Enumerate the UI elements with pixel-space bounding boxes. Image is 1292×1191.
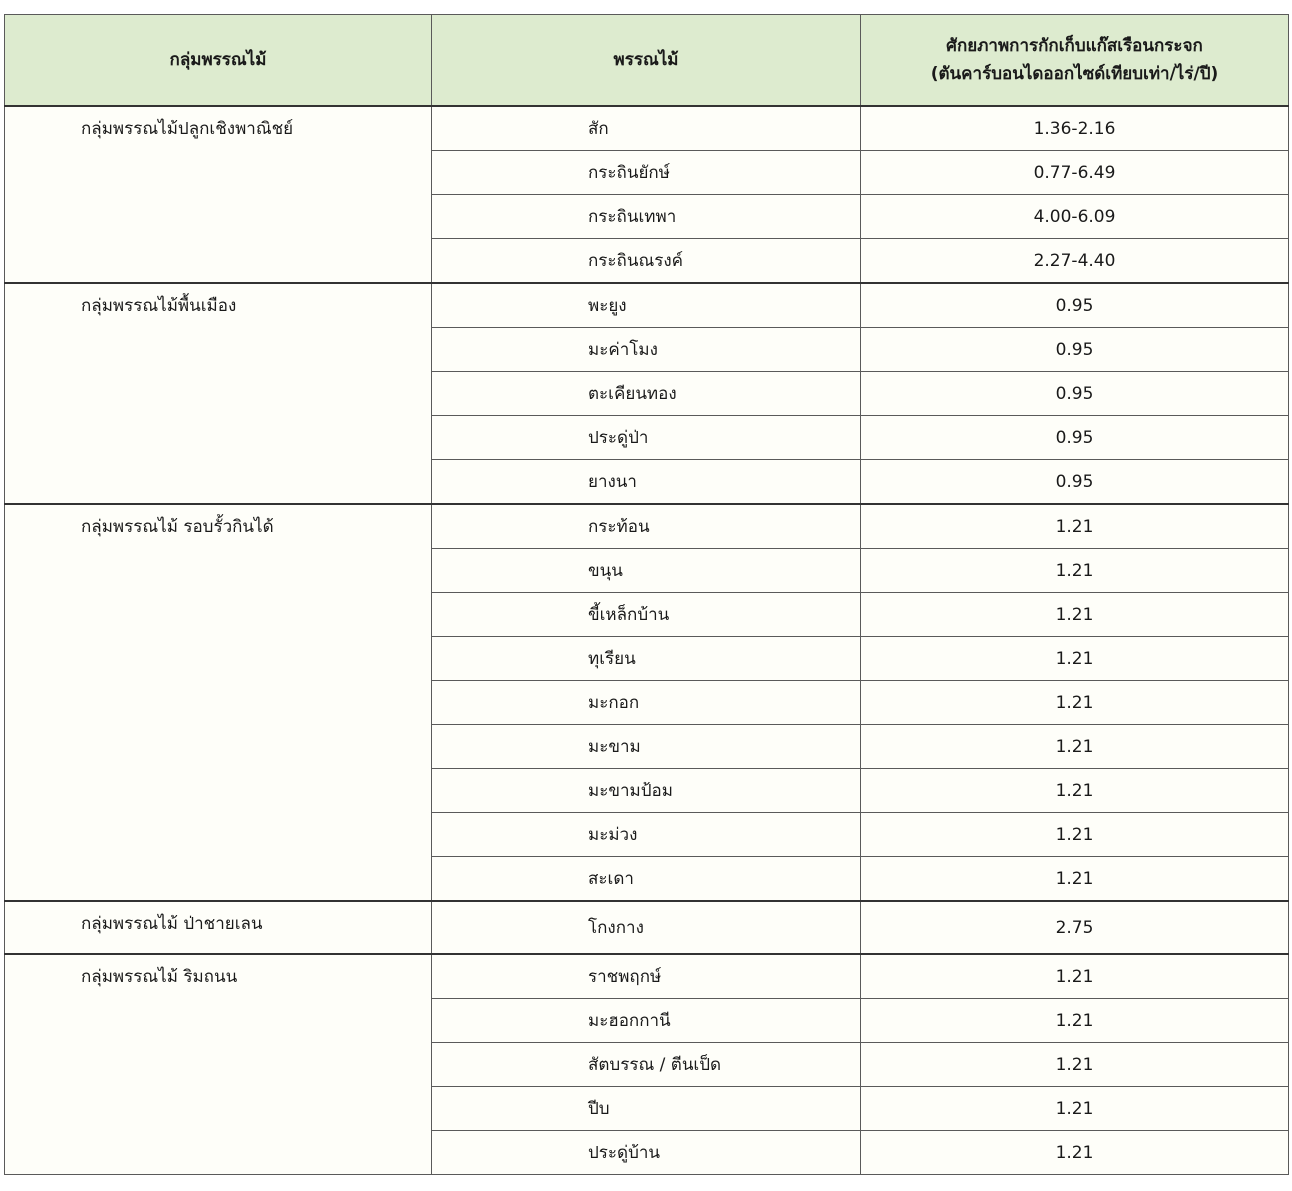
potential-value-cell: 0.77-6.49	[861, 151, 1289, 195]
species-cell: สัก	[432, 106, 861, 151]
potential-value-cell: 1.21	[861, 681, 1289, 725]
group-name-cell: กลุ่มพรรณไม้ ริมถนน	[5, 954, 432, 1175]
potential-value-cell: 1.21	[861, 954, 1289, 999]
carbon-sequestration-table	[4, 14, 1289, 1175]
potential-value-cell: 1.21	[861, 504, 1289, 549]
potential-value-cell: 0.95	[861, 283, 1289, 328]
table-row	[5, 283, 1289, 328]
potential-value-cell: 1.21	[861, 857, 1289, 902]
species-cell: ทุเรียน	[432, 637, 861, 681]
potential-value-cell: 4.00-6.09	[861, 195, 1289, 239]
header-potential-line2: (ตันคาร์บอนไดออกไซด์เทียบเท่า/ไร่/ปี)	[930, 64, 1219, 84]
group-name-cell: กลุ่มพรรณไม้ รอบรั้วกินได้	[5, 504, 432, 901]
species-cell: กระถินยักษ์	[432, 151, 861, 195]
species-cell: สะเดา	[432, 857, 861, 902]
species-cell: มะขาม	[432, 725, 861, 769]
table-row	[5, 504, 1289, 549]
table-body	[5, 106, 1289, 1175]
species-cell: โกงกาง	[432, 901, 861, 954]
header-potential-line1: ศักยภาพการกักเก็บแก๊สเรือนกระจก	[946, 36, 1203, 56]
potential-value-cell: 1.21	[861, 769, 1289, 813]
table-row	[5, 954, 1289, 999]
header-row	[5, 15, 1289, 107]
potential-value-cell: 0.95	[861, 328, 1289, 372]
species-cell: ยางนา	[432, 460, 861, 505]
potential-value-cell: 1.21	[861, 1087, 1289, 1131]
species-cell: ประดู่ป่า	[432, 416, 861, 460]
species-cell: กระถินเทพา	[432, 195, 861, 239]
table-row	[5, 901, 1289, 954]
potential-value-cell: 2.75	[861, 901, 1289, 954]
species-cell: สัตบรรณ / ตีนเป็ด	[432, 1043, 861, 1087]
potential-value-cell: 1.21	[861, 1131, 1289, 1175]
species-cell: มะฮอกกานี	[432, 999, 861, 1043]
header-group: กลุ่มพรรณไม้	[5, 15, 432, 107]
species-cell: กระท้อน	[432, 504, 861, 549]
potential-value-cell: 2.27-4.40	[861, 239, 1289, 284]
potential-value-cell: 1.21	[861, 725, 1289, 769]
species-cell: ขนุน	[432, 549, 861, 593]
header-species: พรรณไม้	[432, 15, 861, 107]
potential-value-cell: 1.21	[861, 593, 1289, 637]
species-cell: ตะเคียนทอง	[432, 372, 861, 416]
species-cell: ประดู่บ้าน	[432, 1131, 861, 1175]
group-name-cell: กลุ่มพรรณไม้ ป่าชายเลน	[5, 901, 432, 954]
species-cell: ราชพฤกษ์	[432, 954, 861, 999]
species-cell: ปีบ	[432, 1087, 861, 1131]
species-cell: ขี้เหล็กบ้าน	[432, 593, 861, 637]
species-cell: พะยูง	[432, 283, 861, 328]
table-header	[5, 15, 1289, 107]
potential-value-cell: 1.21	[861, 1043, 1289, 1087]
potential-value-cell: 0.95	[861, 416, 1289, 460]
species-cell: มะค่าโมง	[432, 328, 861, 372]
potential-value-cell: 0.95	[861, 460, 1289, 505]
potential-value-cell: 1.21	[861, 999, 1289, 1043]
potential-value-cell: 1.36-2.16	[861, 106, 1289, 151]
potential-value-cell: 0.95	[861, 372, 1289, 416]
group-name-cell: กลุ่มพรรณไม้ปลูกเชิงพาณิชย์	[5, 106, 432, 283]
potential-value-cell: 1.21	[861, 549, 1289, 593]
group-name-cell: กลุ่มพรรณไม้พื้นเมือง	[5, 283, 432, 504]
header-potential	[861, 15, 1289, 107]
potential-value-cell: 1.21	[861, 813, 1289, 857]
table-row	[5, 106, 1289, 151]
potential-value-cell: 1.21	[861, 637, 1289, 681]
species-cell: มะกอก	[432, 681, 861, 725]
species-cell: มะขามป้อม	[432, 769, 861, 813]
species-cell: กระถินณรงค์	[432, 239, 861, 284]
species-cell: มะม่วง	[432, 813, 861, 857]
